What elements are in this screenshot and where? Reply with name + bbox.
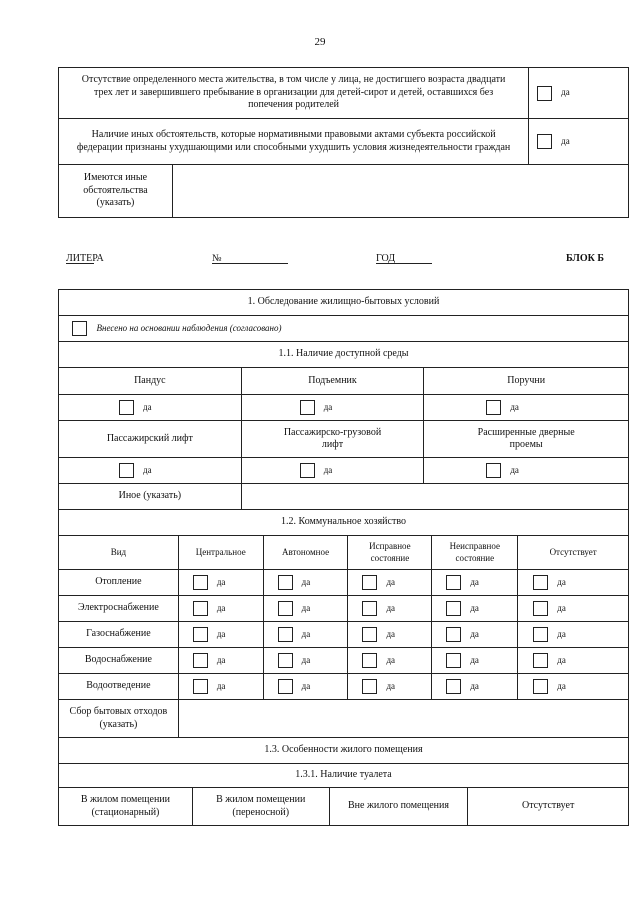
checkbox-electricity-central[interactable] <box>193 601 208 616</box>
checkbox-passenger-elevator[interactable] <box>119 463 134 478</box>
header-central: Центральное <box>178 536 263 570</box>
checkbox-electricity-broken[interactable] <box>446 601 461 616</box>
other-circumstances-label: Имеются иные обстоятельства (указать) <box>59 165 173 218</box>
checkbox-water-absent[interactable] <box>533 653 548 668</box>
lift-label: Подъемник <box>241 368 424 395</box>
checkbox-electricity-working[interactable] <box>362 601 377 616</box>
toilet-outside[interactable]: Вне жилого помещения <box>329 788 468 826</box>
checkbox-observation[interactable] <box>72 321 87 336</box>
checkbox-electricity-autonomous[interactable] <box>278 601 293 616</box>
section-1-title: 1. Обследование жилищно-бытовых условий <box>59 290 629 316</box>
number-field[interactable] <box>212 253 288 264</box>
page-number: 29 <box>314 36 326 48</box>
header-working: Исправное состояние <box>348 536 432 570</box>
checkbox-heating-broken[interactable] <box>446 575 461 590</box>
checkbox-gas-central[interactable] <box>193 627 208 642</box>
checkbox-heating-central[interactable] <box>193 575 208 590</box>
freight-elevator-label: Пассажирско-грузовой лифт <box>241 421 424 458</box>
year-field[interactable] <box>376 253 432 264</box>
other-circumstances-field[interactable] <box>172 165 628 218</box>
checkbox-gas-broken[interactable] <box>446 627 461 642</box>
observation-label: Внесено на основании наблюдения (согласовано) <box>96 322 282 333</box>
checkbox-water-autonomous[interactable] <box>278 653 293 668</box>
section-1-3-title: 1.3. Особенности жилого помещения <box>59 738 629 764</box>
section-1-2-title: 1.2. Коммунальное хозяйство <box>59 510 629 536</box>
header-autonomous: Автономное <box>263 536 348 570</box>
checkbox-sewerage-central[interactable] <box>193 679 208 694</box>
utilities-table: 1.2. Коммунальное хозяйство Вид Центральное Автономное Исправное состояние Неисправное состояние Отсутствует Отопление да да да да да Электроснабжение да да да да да Газоснабжение да да да да да Водоснабжение да да да да да Водоотведение да да да да да Сбор бытовых отходов (указать) 1.3. Особенности жилого помещения 1.3.1. Наличие туалета <box>58 509 629 788</box>
access-other-label: Иное (указать) <box>59 484 242 510</box>
checkbox-heating-working[interactable] <box>362 575 377 590</box>
waste-field[interactable] <box>178 700 628 738</box>
litera-label: ЛИТЕРА <box>66 253 104 264</box>
utility-electricity: Электроснабжение <box>59 596 179 622</box>
section-1-3-1-title: 1.3.1. Наличие туалета <box>59 764 629 788</box>
litera-field[interactable] <box>66 253 94 264</box>
checkbox-heating-absent[interactable] <box>533 575 548 590</box>
header-absent: Отсутствует <box>518 536 629 570</box>
waste-label: Сбор бытовых отходов (указать) <box>59 700 179 738</box>
checkbox-sewerage-working[interactable] <box>362 679 377 694</box>
checkbox-gas-autonomous[interactable] <box>278 627 293 642</box>
checkbox-lift[interactable] <box>300 400 315 415</box>
utility-water: Водоснабжение <box>59 648 179 674</box>
number-label: № <box>212 253 222 264</box>
checkbox-water-broken[interactable] <box>446 653 461 668</box>
checkbox-water-central[interactable] <box>193 653 208 668</box>
access-other-field[interactable] <box>241 484 628 510</box>
checkbox-ramp[interactable] <box>119 400 134 415</box>
block-label: БЛОК Б <box>566 253 604 264</box>
handrails-label: Поручни <box>424 368 629 395</box>
utility-heating: Отопление <box>59 570 179 596</box>
utility-gas: Газоснабжение <box>59 622 179 648</box>
header-type: Вид <box>59 536 179 570</box>
checkbox-no-residence[interactable] <box>537 86 552 101</box>
passenger-elevator-label: Пассажирский лифт <box>59 421 242 458</box>
checkbox-freight-elevator[interactable] <box>300 463 315 478</box>
utility-sewerage: Водоотведение <box>59 674 179 700</box>
toilet-portable[interactable]: В жилом помещении (переносной) <box>192 788 329 826</box>
wide-doors-label: Расширенные дверные проемы <box>424 421 629 458</box>
ramp-label: Пандус <box>59 368 242 395</box>
checkbox-handrails[interactable] <box>486 400 501 415</box>
checkbox-other-legal[interactable] <box>537 134 552 149</box>
toilet-absent[interactable]: Отсутствует <box>468 788 629 826</box>
checkbox-water-working[interactable] <box>362 653 377 668</box>
checkbox-electricity-absent[interactable] <box>533 601 548 616</box>
circumstance-no-residence: Отсутствие определенного места жительства, в том числе у лица, не достигшего возраста двадцати трех лет и завершившего пребывание в организации для детей-сирот и детей, оставшихся без попечения родителей <box>59 68 529 119</box>
checkbox-heating-autonomous[interactable] <box>278 575 293 590</box>
checkbox-sewerage-broken[interactable] <box>446 679 461 694</box>
toilet-stationary[interactable]: В жилом помещении (стационарный) <box>59 788 193 826</box>
header-broken: Неисправное состояние <box>432 536 518 570</box>
checkbox-sewerage-autonomous[interactable] <box>278 679 293 694</box>
circumstances-table: Отсутствие определенного места жительства, в том числе у лица, не достигшего возраста двадцати трех лет и завершившего пребывание в организации для детей-сирот и детей, оставшихся без попечения родителей да Наличие иных обстоятельств, которые нормативными правовыми актами субъекта российской федерации признаны ухудшающими или способными ухудшить условия жизнедеятельности граждан да Имеются иные обстоятельства (указать) <box>58 67 629 218</box>
section-1-1-title: 1.1. Наличие доступной среды <box>59 342 629 368</box>
checkbox-wide-doors[interactable] <box>486 463 501 478</box>
year-label: ГОД <box>376 253 396 264</box>
checkbox-gas-working[interactable] <box>362 627 377 642</box>
toilet-table <box>58 787 629 826</box>
access-table: 1. Обследование жилищно-бытовых условий Внесено на основании наблюдения (согласовано) 1.1. Наличие доступной среды Пандус Подъемник Поручни да да да Пассажирский лифт Пассажирско-грузовой лифт Расширенные дверные проемы да да да Иное (указать) <box>58 289 629 510</box>
checkbox-sewerage-absent[interactable] <box>533 679 548 694</box>
circumstance-other-legal: Наличие иных обстоятельств, которые нормативными правовыми актами субъекта российской федерации признаны ухудшающими или способными ухудшить условия жизнедеятельности граждан <box>59 119 529 165</box>
checkbox-gas-absent[interactable] <box>533 627 548 642</box>
